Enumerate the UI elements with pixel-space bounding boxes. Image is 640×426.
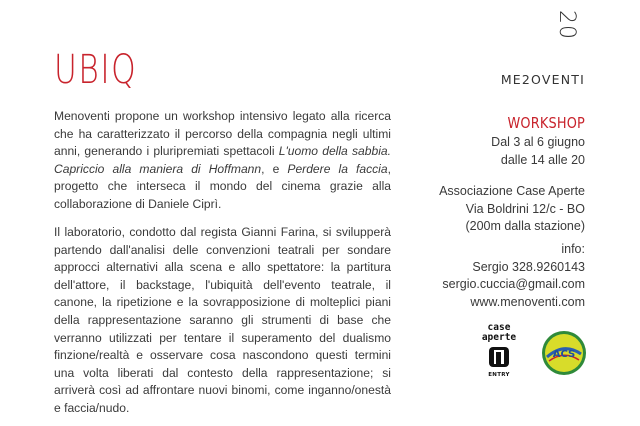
venue-block	[405, 183, 585, 236]
workshop-label: WORKSHOP	[507, 114, 585, 132]
acs-logo-text: ACS	[552, 349, 576, 360]
logo-wordmark: ME2OVENTI	[500, 72, 585, 87]
workshop-dates: Dal 3 al 6 giugno	[491, 135, 585, 149]
italic-title-run: L'uomo della sabbia. Capriccio alla maniera di Hoffmann	[54, 144, 391, 176]
workshop-hours: dalle 14 alle 20	[500, 152, 585, 167]
logo-number: 20	[554, 10, 579, 40]
italic-title-run: Perdere la faccia	[287, 161, 388, 176]
info-block	[405, 241, 585, 311]
case-aperte-line2: aperte	[481, 332, 517, 343]
case-aperte-entry: ENTRY	[488, 372, 510, 378]
info-email[interactable]: sergio.cuccia@gmail.com	[442, 277, 585, 292]
text-run: , e	[261, 161, 288, 176]
description-paragraph-2: Il laboratorio, condotto dal regista Gianni Farina, si svilupperà partendo dall'analisi delle convenzioni teatrali per sondare approcci alternativi alla scena e allo spettatore: la partitura dell'attore, il backstage, l'ubiquità dell'evento teatrale, il canone, la ripetizione e la sovrapposizione di molteplici piani della rappresentazione saranno gli strumenti di base che verranno utilizzati per tentare il superamento del dualismo finzione/realtà e osservare cosa nascondono questi termini una volta liberati dal contesto della rappresentazione; si arriverà così ad affrontare nuovi binomi, come inganno/onestà e faccia/nudo.	[54, 225, 391, 415]
info-website[interactable]: www.menoventi.com	[470, 294, 585, 309]
case-aperte-logo	[479, 323, 519, 380]
description-paragraph-1	[54, 108, 391, 214]
door-icon	[488, 346, 510, 368]
text-run: , progetto che interseca il mondo del cinema grazie alla collaborazione di Daniele Ciprì.	[54, 161, 391, 211]
event-title: UBIQ	[54, 47, 138, 93]
case-aperte-line1: case	[487, 322, 511, 333]
venue-note: (200m dalla stazione)	[465, 219, 585, 234]
info-label: info:	[561, 242, 585, 256]
text-run: Menoventi propone un workshop intensivo legato alla ricerca che ha caratterizzato il percorso della compagnia negli ultimi anni, generando i pluripremiati spettacoli	[54, 109, 391, 159]
workshop-schedule	[405, 134, 585, 169]
acs-logo	[541, 330, 587, 376]
info-phone: Sergio 328.9260143	[472, 259, 585, 274]
venue-name: Associazione Case Aperte	[439, 184, 585, 198]
venue-address: Via Boldrini 12/c - BO	[465, 201, 585, 216]
